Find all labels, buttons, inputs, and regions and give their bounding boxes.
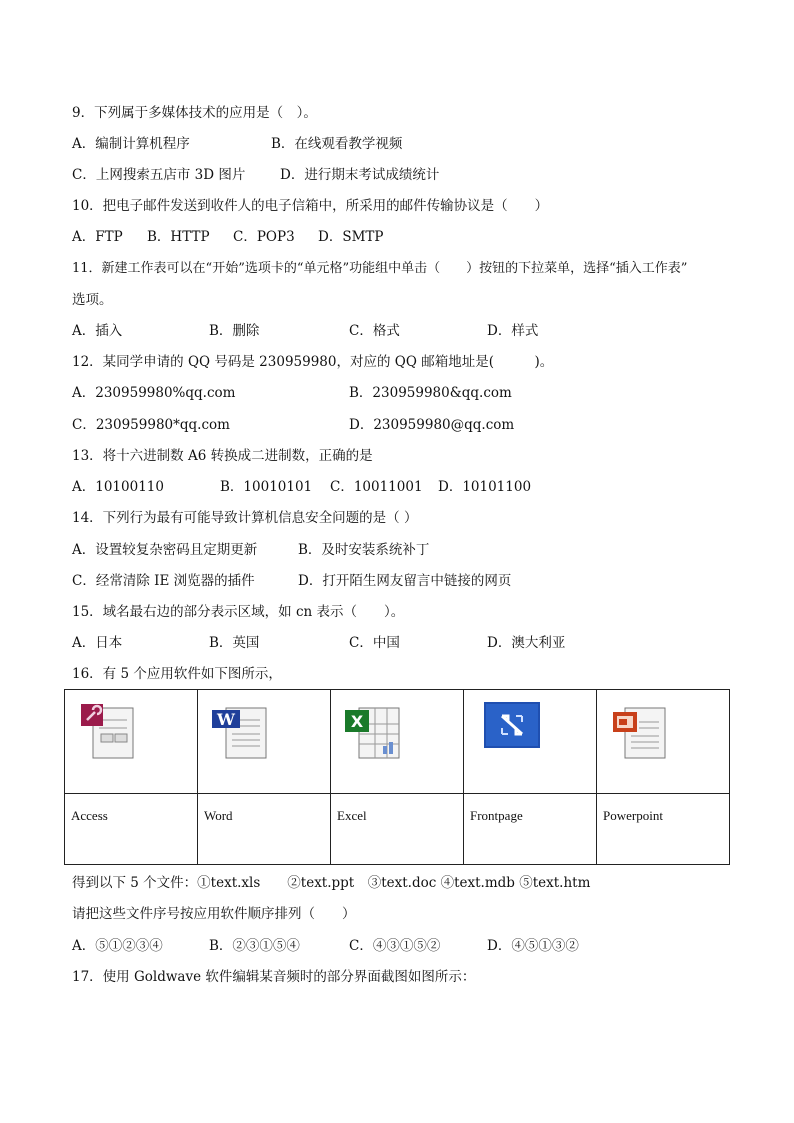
q11-stem: 11．新建工作表可以在“开始”选项卡的“单元格”功能组中单击（ ）按钮的下拉菜单，选择“插入工作表” [72,261,688,276]
app-names-row [65,794,730,865]
app-name-cell [331,794,464,865]
q13-stem: 13．将十六进制数 A6 转换成二进制数，正确的是 [72,448,373,464]
q12-option-a: A．230959980%qq.com [72,385,236,401]
q15-option-b: B．英国 [209,635,260,651]
frontpage-icon-cell [464,690,597,794]
word-icon [210,700,270,760]
q15-stem: 15．域名最右边的部分表示区域，如 cn 表示（ ）。 [72,604,405,620]
app-name-frontpage: Frontpage [470,808,523,823]
access-icon [77,700,137,760]
q16-ask: 请把这些文件序号按应用软件顺序排列（ ） [72,906,356,922]
app-name-cell [65,794,198,865]
svg-text:X: X [350,712,364,731]
app-name-cell [198,794,331,865]
app-table [64,689,730,865]
excel-icon-cell [331,690,464,794]
q10-option-b: B．HTTP [147,229,210,245]
q14-option-c: C．经常清除 IE 浏览器的插件 [72,573,255,589]
q12-option-d: D．230959980@qq.com [349,417,515,433]
q10-option-c: C．POP3 [233,229,295,245]
q17-stem: 17．使用 Goldwave 软件编辑某音频时的部分界面截图如图所示： [72,969,476,985]
q14-option-b: B．及时安装系统补丁 [298,542,430,558]
q9-option-a: A．编制计算机程序 [72,136,190,152]
q13-option-d: D．10101100 [438,479,532,495]
q9-option-c: C．上网搜索五店市 3D 图片 [72,167,246,183]
q11-option-c: C．格式 [349,323,400,339]
q13-option-a: A．10100110 [72,479,164,495]
q12-stem: 12．某同学申请的 QQ 号码是 230959980，对应的 QQ 邮箱地址是( )。 [72,354,554,370]
q9-option-b: B．在线观看教学视频 [271,136,403,152]
q11-option-d: D．样式 [487,323,539,339]
word-icon-cell [198,690,331,794]
powerpoint-icon [609,700,669,760]
q15-option-d: D．澳大利亚 [487,635,566,651]
q15-option-a: A．日本 [72,635,123,651]
app-icons-row [65,690,730,794]
q14-stem: 14．下列行为最有可能导致计算机信息安全问题的是（ ） [72,510,418,526]
app-name-excel: Excel [337,808,367,823]
q15-option-c: C．中国 [349,635,400,651]
q16-files: 得到以下 5 个文件：①text.xls ②text.ppt ③text.doc ④text.mdb ⑤text.htm [72,875,591,891]
q9-option-d: D．进行期末考试成绩统计 [280,167,440,183]
q16-option-d: D．④⑤①③② [487,938,579,954]
q14-option-a: A．设置较复杂密码且定期更新 [72,542,258,558]
app-name-cell [597,794,730,865]
q11-stem-cont: 选项。 [72,292,113,308]
q14-option-d: D．打开陌生网友留言中链接的网页 [298,573,512,589]
q9-stem: 9．下列属于多媒体技术的应用是（ ）。 [72,105,317,121]
q16-option-b: B．②③①⑤④ [209,938,300,954]
q10-option-d: D．SMTP [318,229,384,245]
q16-stem: 16．有 5 个应用软件如下图所示， [72,666,282,682]
app-name-access: Access [71,808,108,823]
q10-option-a: A．FTP [72,229,123,245]
q13-option-b: B．10010101 [220,479,313,495]
svg-text:W: W [217,710,235,729]
frontpage-icon [484,702,544,762]
powerpoint-icon-cell [597,690,730,794]
q11-option-b: B．删除 [209,323,260,339]
q16-option-c: C．④③①⑤② [349,938,441,954]
q10-stem: 10．把电子邮件发送到收件人的电子信箱中，所采用的邮件传输协议是（ ） [72,198,549,214]
q16-option-a: A．⑤①②③④ [72,938,163,954]
q11-option-a: A．插入 [72,323,123,339]
q12-option-c: C．230959980*qq.com [72,417,230,433]
access-icon-cell [65,690,198,794]
excel-icon [343,700,403,760]
app-name-cell [464,794,597,865]
q13-option-c: C．10011001 [330,479,423,495]
q12-option-b: B．230959980&qq.com [349,385,512,401]
app-name-powerpoint: Powerpoint [603,808,663,823]
app-name-word: Word [204,808,233,823]
